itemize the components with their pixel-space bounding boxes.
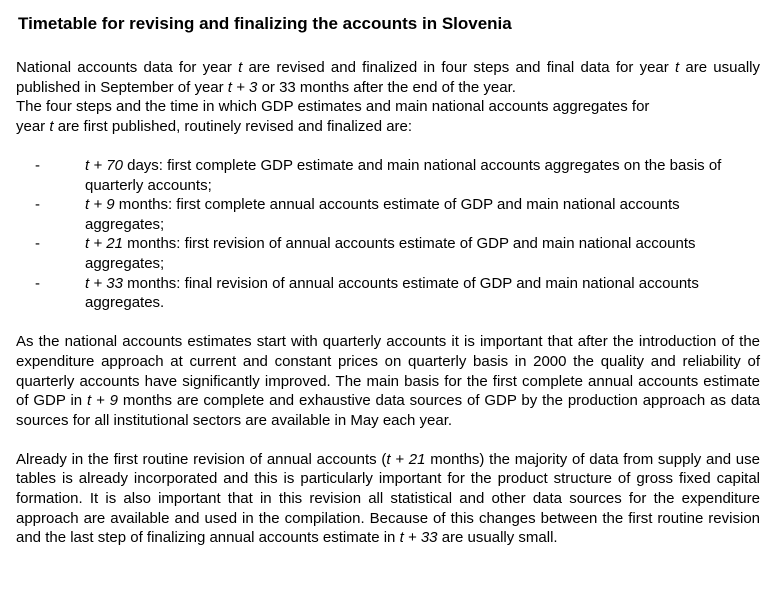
list-item (16, 156, 760, 195)
intro-text: are usually published in September of year (16, 59, 760, 96)
list-dash: - (35, 235, 40, 253)
intro-text: The four steps and the time in which GDP estimates and main national accounts aggregates for (16, 98, 650, 116)
list-dash: - (35, 196, 40, 214)
list-dash: - (35, 274, 40, 292)
step-term: t + 21 (85, 235, 123, 253)
spacer (16, 136, 760, 156)
intro-text: are revised and finalized in four steps and final data for year (242, 59, 675, 76)
step-text: months: final revision of annual accounts estimate of GDP and main national accounts aggregates. (85, 274, 699, 312)
intro-term: t + 3 (227, 78, 258, 96)
intro-term: t (675, 59, 680, 76)
list-item (16, 195, 760, 234)
step-text: months: first complete annual accounts estimate of GDP and main national accounts aggregates; (85, 196, 680, 233)
list-item (16, 274, 760, 313)
step-term: t + 33 (85, 274, 123, 292)
paragraph-text: Already in the first routine revision of annual accounts ( (16, 450, 387, 468)
paragraph-text: are usually small. (437, 529, 558, 547)
paragraph-text: months) the majority of data from supply and use tables is already incorporated and this is particularly important for the product structure of gross fixed capital formation. It is also important that in this revision all statistical and other data sources for the expenditure approach are available and used in the compilation. Because of this changes between the first routine revision and the last step of finalizing annual accounts estimate in (16, 450, 760, 547)
step-term: t + 70 (85, 156, 123, 174)
paragraph-text: As the national accounts estimates start with quarterly accounts it is important that after the introduction of the expenditure approach at current and constant prices on quarterly basis in 2000 the quality and reliability of quarterly accounts have significantly improved. The main basis for the first complete annual accounts estimate of GDP in (16, 333, 760, 410)
step-text: days: first complete GDP estimate and main national accounts aggregates on the basis of quarterly accounts; (85, 156, 722, 194)
paragraph-revision (16, 450, 760, 548)
steps-list (16, 156, 760, 313)
spacer (16, 313, 760, 333)
list-item (16, 234, 760, 273)
intro-term: t (49, 117, 54, 135)
intro-text: National accounts data for year (16, 59, 239, 76)
step-term: t + 9 (85, 196, 115, 214)
intro-text: or 33 months after the end of the year. (257, 78, 516, 96)
intro-text: year (16, 117, 50, 135)
step-text: months: first revision of annual accounts estimate of GDP and main national accounts aggregates; (85, 235, 696, 272)
paragraph-term: t + 21 (386, 450, 426, 468)
intro-paragraph-2 (16, 97, 760, 136)
paragraph-term: t + 9 (86, 392, 118, 410)
paragraph-term: t + 33 (399, 529, 438, 547)
intro-paragraph (16, 58, 760, 97)
page-title: Timetable for revising and finalizing the accounts in Slovenia (18, 14, 512, 33)
intro-text: are first published, routinely revised and finalized are: (53, 117, 413, 135)
intro-term: t (238, 59, 243, 76)
list-dash: - (35, 156, 40, 174)
paragraph-text: months are complete and exhaustive data sources of GDP by the production approach as data sources for all institutional sectors are available in May each year. (16, 392, 761, 429)
spacer (16, 430, 760, 450)
paragraph-quarterly (16, 332, 760, 430)
